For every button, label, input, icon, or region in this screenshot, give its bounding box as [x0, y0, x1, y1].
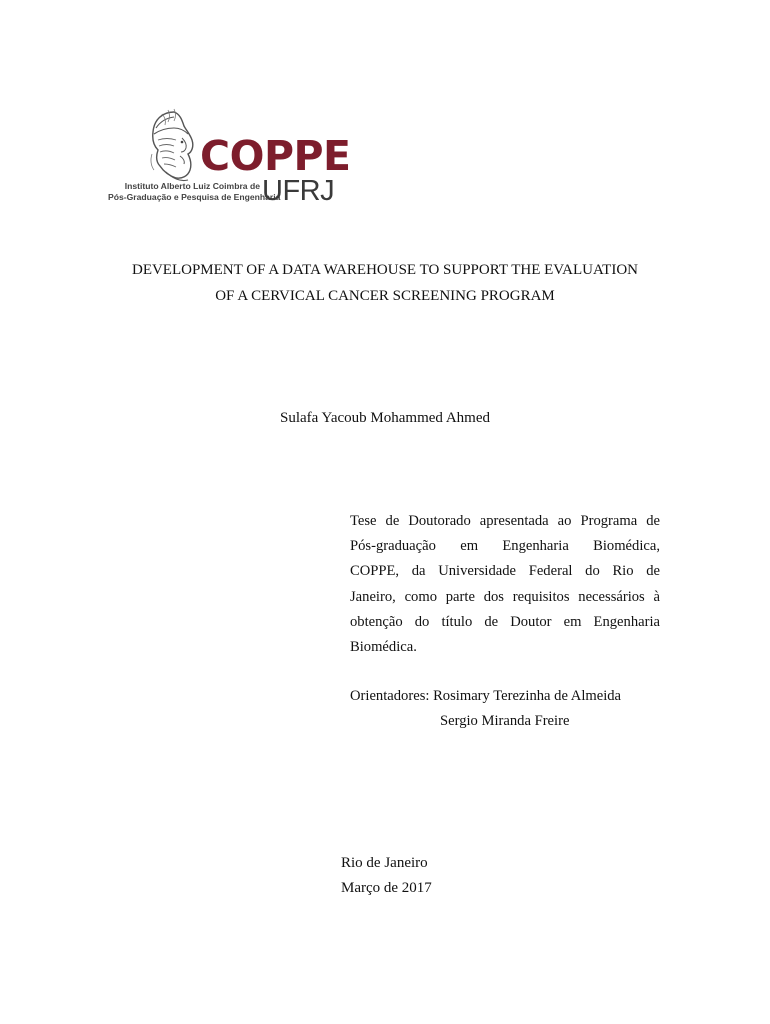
place-and-date	[341, 851, 541, 901]
statement-line: Pós-graduação em Engenharia Biomédica,	[350, 538, 660, 555]
coppe-ufrj-logo	[108, 108, 351, 208]
thesis-title-line-2: OF A CERVICAL CANCER SCREENING PROGRAM	[215, 288, 555, 304]
thesis-title-line-1: DEVELOPMENT OF A DATA WAREHOUSE TO SUPPORT THE EVALUATION	[131, 262, 638, 278]
statement-line: Tese de Doutorado apresentada ao Programa de	[350, 513, 660, 529]
thesis-title	[0, 257, 770, 309]
advisors	[350, 684, 670, 734]
institute-line-1: Instituto Alberto Luiz Coimbra de	[124, 181, 260, 191]
statement-line: obtenção do título de Doutor em Engenharia	[350, 613, 660, 630]
institute-name	[108, 181, 281, 203]
place: Rio de Janeiro	[341, 855, 428, 871]
institute-line-2: Pós-Graduação e Pesquisa de Engenharia	[108, 192, 281, 202]
minerva-head-icon	[144, 108, 202, 184]
date: Março de 2017	[341, 880, 432, 896]
statement-line: Biomédica.	[350, 639, 417, 656]
statement-line: COPPE, da Universidade Federal do Rio de	[350, 563, 660, 580]
advisor-second: Sergio Miranda Freire	[440, 713, 570, 730]
author-name: Sulafa Yacoub Mohammed Ahmed	[280, 410, 490, 426]
thesis-statement	[350, 509, 660, 660]
advisor-first: Orientadores: Rosimary Terezinha de Almeida	[350, 688, 622, 704]
ufrj-wordmark: UFRJ	[262, 175, 335, 207]
coppe-wordmark: COPPE	[200, 132, 351, 180]
statement-line: Janeiro, como parte dos requisitos necessários à	[350, 588, 660, 605]
